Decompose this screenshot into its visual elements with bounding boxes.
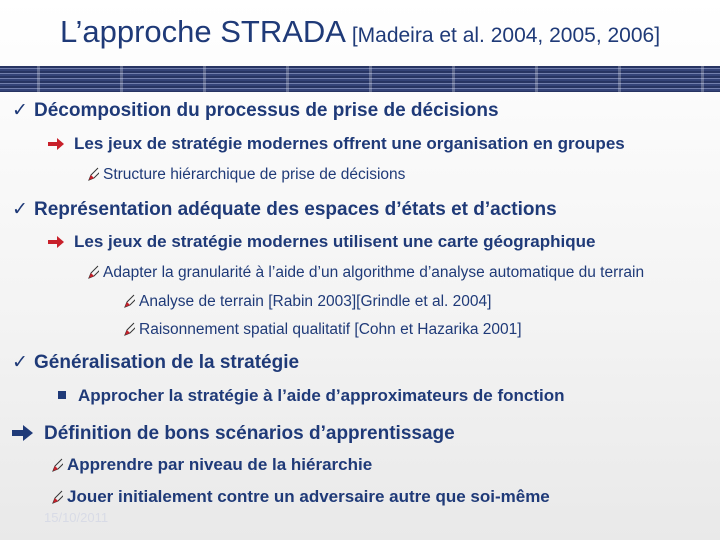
bullet-text: Apprendre par niveau de la hiérarchie xyxy=(67,455,373,474)
square-icon xyxy=(58,391,66,399)
pin-icon xyxy=(124,294,135,308)
bullet-text: Structure hiérarchique de prise de décisions xyxy=(103,166,406,183)
bullet-section-1 xyxy=(12,99,499,122)
title-reference: [Madeira et al. 2004, 2005, 2006] xyxy=(345,24,661,47)
red-arrow-icon xyxy=(48,236,64,248)
red-arrow-icon xyxy=(48,138,64,150)
bullet-text: Généralisation de la stratégie xyxy=(34,352,300,373)
bold-arrow-icon xyxy=(12,424,34,442)
bullet-section-2-detail xyxy=(88,263,644,282)
pin-icon xyxy=(52,490,63,504)
pin-icon xyxy=(88,265,99,279)
citation: [Cohn et Hazarika 2001] xyxy=(354,321,522,338)
bullet-text: Les jeux de stratégie modernes utilisent une carte géographique xyxy=(74,232,596,251)
bullet-text: Représentation adéquate des espaces d’états et d’actions xyxy=(34,199,557,220)
slide-date: 15/10/2011 xyxy=(44,510,109,525)
bullet-section-4-sub-a xyxy=(52,455,372,475)
citation: [Rabin 2003][Grindle et al. 2004] xyxy=(268,293,492,310)
bullet-section-2-detail-b xyxy=(124,320,522,339)
bullet-text: Décomposition du processus de prise de décisions xyxy=(34,100,499,121)
bullet-section-4-sub-b xyxy=(52,487,550,507)
bullet-text: Les jeux de stratégie modernes offrent une organisation en groupes xyxy=(74,134,625,153)
bullet-text: Raisonnement spatial qualitatif xyxy=(139,321,355,338)
bullet-text: Adapter la granularité à l’aide d’un algorithme d’analyse automatique du terrain xyxy=(103,264,645,281)
slide-title xyxy=(0,14,720,50)
bullet-text: Analyse de terrain xyxy=(139,293,269,310)
title-main: L’approche STRADA xyxy=(59,14,346,49)
bullet-section-3-sub xyxy=(58,386,565,406)
bullet-text: Jouer initialement contre un adversaire autre que soi-même xyxy=(67,487,550,506)
bullet-section-2 xyxy=(12,198,557,221)
header-band xyxy=(0,66,720,92)
bullet-section-1-detail xyxy=(88,165,405,184)
bullet-section-3 xyxy=(12,351,299,374)
check-icon: ✓ xyxy=(12,199,28,220)
pin-icon xyxy=(124,322,135,336)
bullet-section-1-sub xyxy=(48,134,625,154)
bullet-text: Définition de bons scénarios d’apprentissage xyxy=(44,423,455,444)
check-icon: ✓ xyxy=(12,100,28,121)
bullet-section-2-detail-a xyxy=(124,292,491,311)
bullet-section-4 xyxy=(12,421,455,445)
check-icon: ✓ xyxy=(12,352,28,373)
bullet-section-2-sub xyxy=(48,232,595,252)
bullet-text: Approcher la stratégie à l’aide d’approximateurs de fonction xyxy=(78,386,565,405)
pin-icon xyxy=(88,167,99,181)
pin-icon xyxy=(52,458,63,472)
